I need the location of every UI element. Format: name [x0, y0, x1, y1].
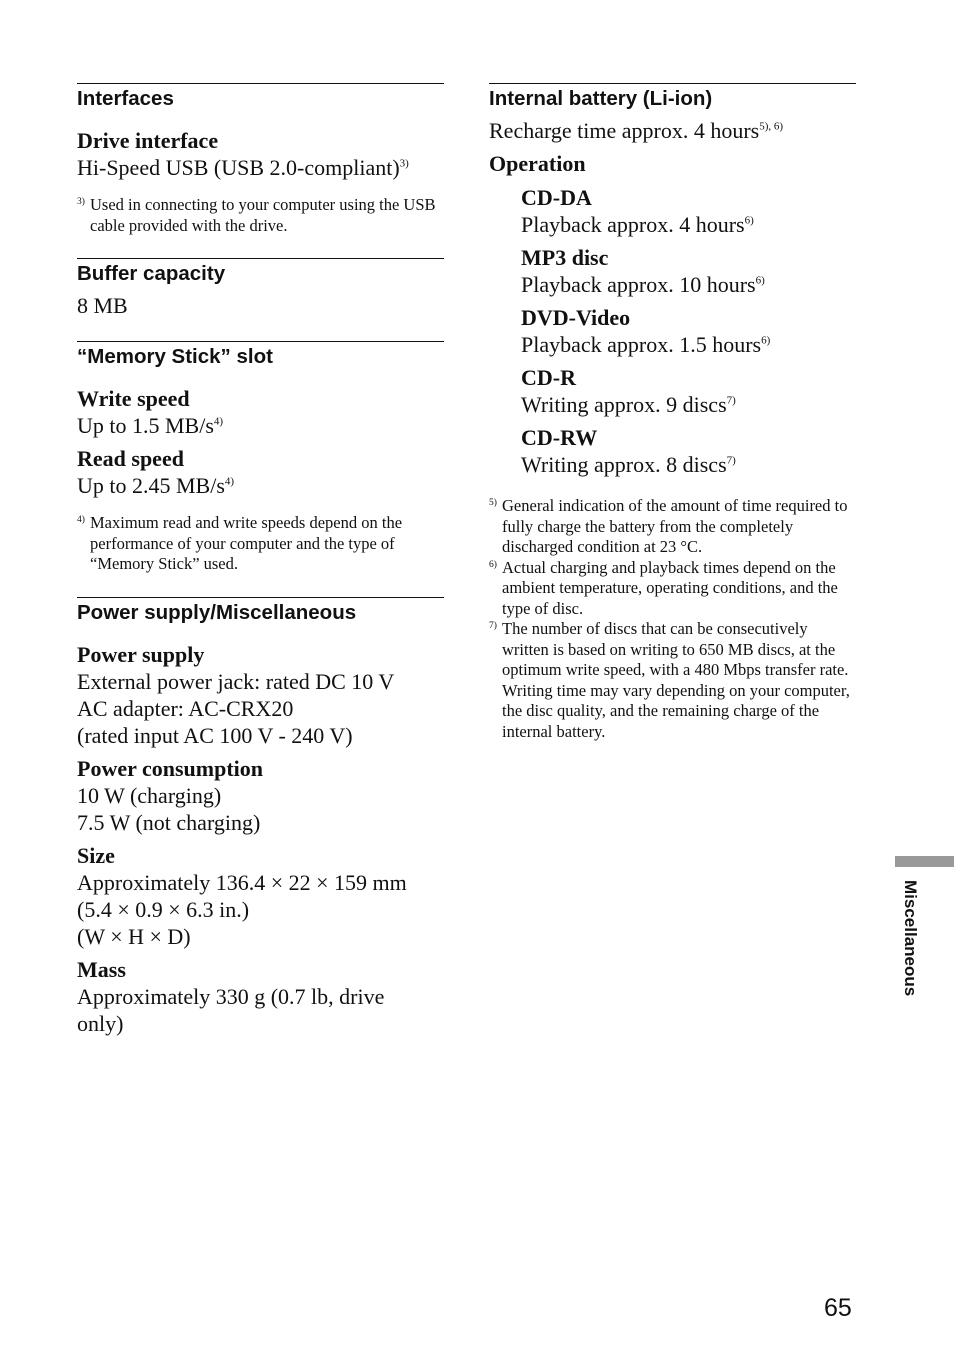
size-label: Size [77, 842, 115, 868]
section-interfaces [77, 83, 444, 236]
section-title-buffer: Buffer capacity [77, 262, 226, 285]
footnote-text: General indication of the amount of time required to fully charge the battery from the completely discharged condition at 23 °C. [502, 496, 848, 556]
size-line: (5.4 × 0.9 × 6.3 in.) [77, 896, 250, 922]
footnote-text: Used in connecting to your computer using the USB cable provided with the drive. [90, 195, 436, 235]
read-speed-text: Up to 2.45 MB/s [77, 473, 225, 498]
size-line: Approximately 136.4 × 22 × 159 mm [77, 869, 407, 895]
footnote-ref: 7) [726, 454, 736, 467]
footnote-text: The number of discs that can be consecutively written is based on writing to 650 MB discs, at the optimum write speed, with a 480 Mbps transfer rate. Writing time may vary depending on your computer, the disc quality, and the remaining charge of the internal battery. [502, 619, 850, 741]
footnote-text: Maximum read and write speeds depend on the performance of your computer and the type of “Memory Stick” used. [90, 513, 403, 573]
footnote-ref: 6) [761, 334, 771, 347]
section-buffer-capacity [77, 258, 444, 319]
section-internal-battery [489, 83, 856, 742]
footnote-ref: 4) [213, 415, 224, 428]
section-title-power: Power supply/Miscellaneous [77, 600, 357, 624]
write-speed-value [77, 412, 444, 439]
operation-item-label: DVD-Video [521, 305, 631, 330]
footnote-7 [489, 619, 856, 742]
operation-item-value [521, 211, 856, 238]
operation-item-text: Writing approx. 8 discs [521, 452, 727, 477]
drive-interface-label: Drive interface [77, 128, 219, 153]
power-supply-label: Power supply [77, 641, 205, 667]
right-column [489, 83, 856, 756]
footnote-mark: 7) [489, 621, 497, 631]
footnote-mark: 5) [489, 498, 497, 508]
operation-item-value [521, 391, 856, 418]
power-consumption-label: Power consumption [77, 755, 263, 781]
operation-item-value [521, 451, 856, 478]
footnote-4 [77, 513, 444, 575]
footnote-ref: 5), 6) [759, 120, 784, 133]
power-consumption-line: 10 W (charging) [77, 782, 222, 808]
footnote-mark: 3) [77, 197, 85, 207]
section-power-supply [77, 597, 444, 1037]
operation-list [489, 184, 856, 478]
power-supply-line: AC adapter: AC-CRX20 [77, 695, 294, 721]
section-title-interfaces: Interfaces [77, 87, 174, 110]
operation-label: Operation [489, 151, 586, 176]
mass-value [77, 983, 444, 1037]
operation-item-label: CD-R [521, 365, 576, 390]
recharge-time-text: Recharge time approx. 4 hours [489, 118, 760, 143]
operation-item-label: CD-RW [521, 425, 598, 450]
footnote-ref: 3) [399, 157, 409, 170]
operation-item-label: MP3 disc [521, 245, 609, 270]
footnote-text: Actual charging and playback times depend on the ambient temperature, operating conditions, and the type of disc. [502, 557, 838, 618]
operation-item-text: Writing approx. 9 discs [521, 392, 727, 417]
footnote-3 [77, 195, 444, 236]
footnote-mark: 4) [77, 515, 85, 525]
left-column [77, 83, 444, 1051]
operation-item-text: Playback approx. 10 hours [521, 272, 756, 297]
side-tab-label: Miscellaneous [901, 880, 920, 997]
footnote-ref: 4) [224, 475, 235, 488]
side-tab-bar [895, 856, 954, 867]
drive-interface-value [77, 154, 444, 181]
footnote-mark: 6) [489, 559, 497, 570]
operation-item-value [521, 331, 856, 358]
section-title-memory-stick: “Memory Stick” slot [77, 345, 273, 368]
footnote-6 [489, 558, 856, 620]
recharge-time-value [489, 117, 856, 144]
mass-line: only) [77, 1010, 124, 1036]
operation-item-text: Playback approx. 1.5 hours [521, 332, 762, 357]
operation-item-label: CD-DA [521, 185, 592, 210]
write-speed-text: Up to 1.5 MB/s [77, 413, 214, 438]
drive-interface-text: Hi-Speed USB (USB 2.0-compliant) [77, 155, 400, 180]
section-memory-stick [77, 341, 444, 575]
battery-footnotes [489, 496, 856, 742]
buffer-capacity-value: 8 MB [77, 293, 128, 318]
mass-label: Mass [77, 956, 126, 982]
size-line: (W × H × D) [77, 923, 191, 949]
footnote-ref: 6) [755, 274, 765, 287]
read-speed-value [77, 472, 444, 499]
section-title-battery: Internal battery (Li-ion) [489, 87, 713, 110]
power-consumption-line: 7.5 W (not charging) [77, 809, 261, 835]
write-speed-label: Write speed [77, 386, 190, 411]
power-supply-line: External power jack: rated DC 10 V [77, 668, 395, 694]
power-supply-value [77, 668, 444, 749]
footnote-ref: 6) [744, 214, 754, 227]
size-value [77, 869, 444, 950]
power-consumption-value [77, 782, 444, 836]
power-supply-line: (rated input AC 100 V - 240 V) [77, 722, 353, 748]
footnote-5 [489, 496, 856, 558]
operation-item-text: Playback approx. 4 hours [521, 212, 745, 237]
footnote-ref: 7) [726, 394, 736, 407]
mass-line: Approximately 330 g (0.7 lb, drive [77, 983, 385, 1009]
read-speed-label: Read speed [77, 446, 184, 471]
page-number: 65 [824, 1294, 852, 1322]
operation-item-value [521, 271, 856, 298]
